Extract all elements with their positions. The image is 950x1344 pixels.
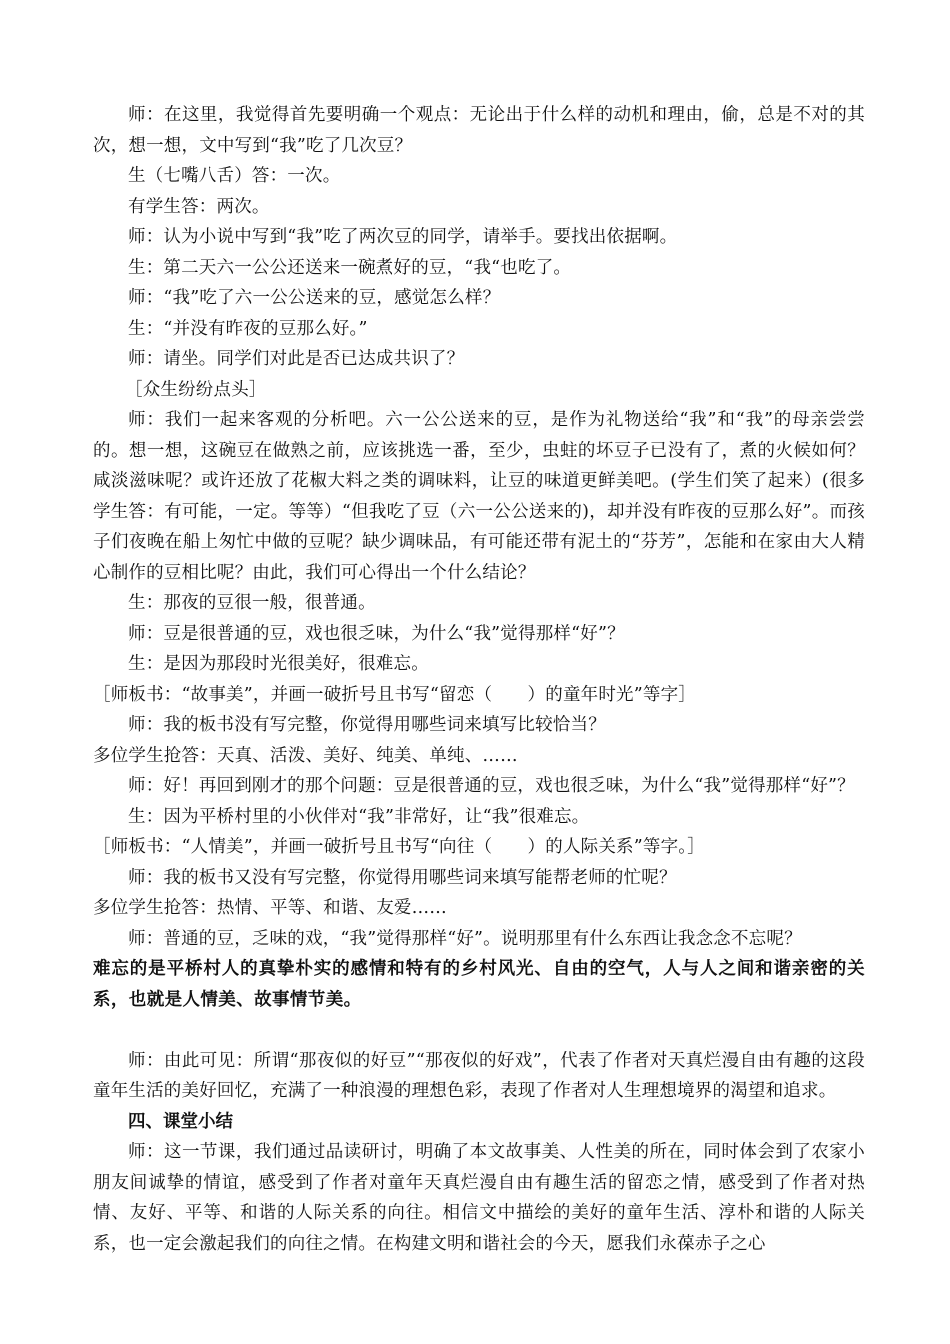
paragraph: 师：“我”吃了六一公公送来的豆，感觉怎么样？ — [128, 288, 501, 308]
paragraph: ［众生纷纷点头］ — [125, 379, 267, 400]
bold-paragraph: 难忘的是平桥村人的真挚朴实的感情和特有的乡村风光、自由的空气，人与人之间和谐亲密的关系，也就是人情美、故事情节美。 — [93, 959, 865, 1010]
blank-line — [93, 1015, 865, 1046]
paragraph: 师：由此可见：所谓“那夜似的好豆”“那夜似的好戏”，代表了作者对天真烂漫自由有趣的这段童年生活的美好回忆，充满了一种浪漫的理想色彩，表现了作者对人生理想境界的渴望和追求。 — [93, 1050, 865, 1101]
paragraph: 生（七嘴八舌）答：一次。 — [128, 166, 341, 186]
paragraph: 生：因为平桥村里的小伙伴对“我”非常好，让“我”很难忘。 — [128, 806, 590, 827]
section-heading: 四、课堂小结 — [128, 1111, 233, 1132]
paragraph: 师：我们一起来客观的分析吧。六一公公送来的豆，是作为礼物送给“我”和“我”的母亲尝尝的。想一想，这碗豆在做熟之前，应该挑选一番，至少，虫蛀的坏豆子已没有了，煮的火候如何？咸淡滋味呢？或许还放了花椒大料之类的调味料，让豆的味道更鲜美吧。(学生们笑了起来）(很多学生答：有可能，一定。等等）“但我吃了豆（六一公公送来的)，却并没有昨夜的豆那么好”。而孩子们夜晚在船上匆忙中做的豆呢？缺少调味品，有可能还带有泥土的“芬芳”，怎能和在家由大人精心制作的豆相比呢？由此，我们可心得出一个什么结论？ — [93, 410, 865, 583]
paragraph: 生：第二天六一公公还送来一碗煮好的豆，“我“也吃了。 — [128, 257, 572, 278]
board-note: ［师板书：“故事美”，并画一破折号且书写“留恋（ ）的童年时光”等字］ — [93, 684, 696, 705]
paragraph: 多位学生抢答：天真、活泼、美好、纯美、单纯、…… — [93, 745, 518, 766]
paragraph: 生：“并没有昨夜的豆那么好。” — [128, 318, 368, 339]
paragraph: 师：普通的豆，乏味的戏，“我”觉得那样“好”。说明那里有什么东西让我念念不忘呢？ — [128, 928, 802, 949]
paragraph: 师：认为小说中写到“我”吃了两次豆的同学，请举手。要找出依据啊。 — [128, 227, 678, 247]
paragraph: 有学生答：两次。 — [128, 196, 270, 217]
paragraph: 师：豆是很普通的豆，戏也很乏味，为什么“我”觉得那样“好”？ — [128, 623, 625, 644]
paragraph: 师：我的板书又没有写完整，你觉得用哪些词来填写能帮老师的忙呢？ — [128, 867, 677, 888]
paragraph: 师：在这里，我觉得首先要明确一个观点：无论出于什么样的动机和理由，偷，总是不对的其次，想一想，文中写到“我”吃了几次豆？ — [93, 105, 865, 156]
paragraph: 师：好！再回到刚才的那个问题：豆是很普通的豆，戏也很乏味，为什么“我”觉得那样“好”？ — [128, 776, 855, 796]
paragraph: 多位学生抢答：热情、平等、和谐、友爱…… — [93, 898, 447, 918]
paragraph: 生：那夜的豆很一般，很普通。 — [128, 593, 376, 613]
document-page — [93, 100, 865, 1259]
board-note: ［师板书：“人情美”，并画一破折号且书写“向往（ ）的人际关系”等字。］ — [93, 837, 705, 857]
paragraph: 师：这一节课，我们通过品读研讨，明确了本文故事美、人性美的所在，同时体会到了农家小朋友间诚挚的情谊，感受到了作者对童年天真烂漫自由有趣生活的留恋之情，感受到了作者对热情、友好、平等、和谐的人际关系的向往。相信文中描绘的美好的童年生活、淳朴和谐的人际关系，也一定会激起我们的向往之情。在构建文明和谐社会的今天，愿我们永葆赤子之心 — [93, 1142, 865, 1254]
paragraph: 师：请坐。同学们对此是否已达成共识了？ — [128, 349, 465, 369]
paragraph: 师：我的板书没有写完整，你觉得用哪些词来填写比较恰当？ — [128, 715, 606, 735]
paragraph: 生：是因为那段时光很美好，很难忘。 — [128, 654, 429, 674]
